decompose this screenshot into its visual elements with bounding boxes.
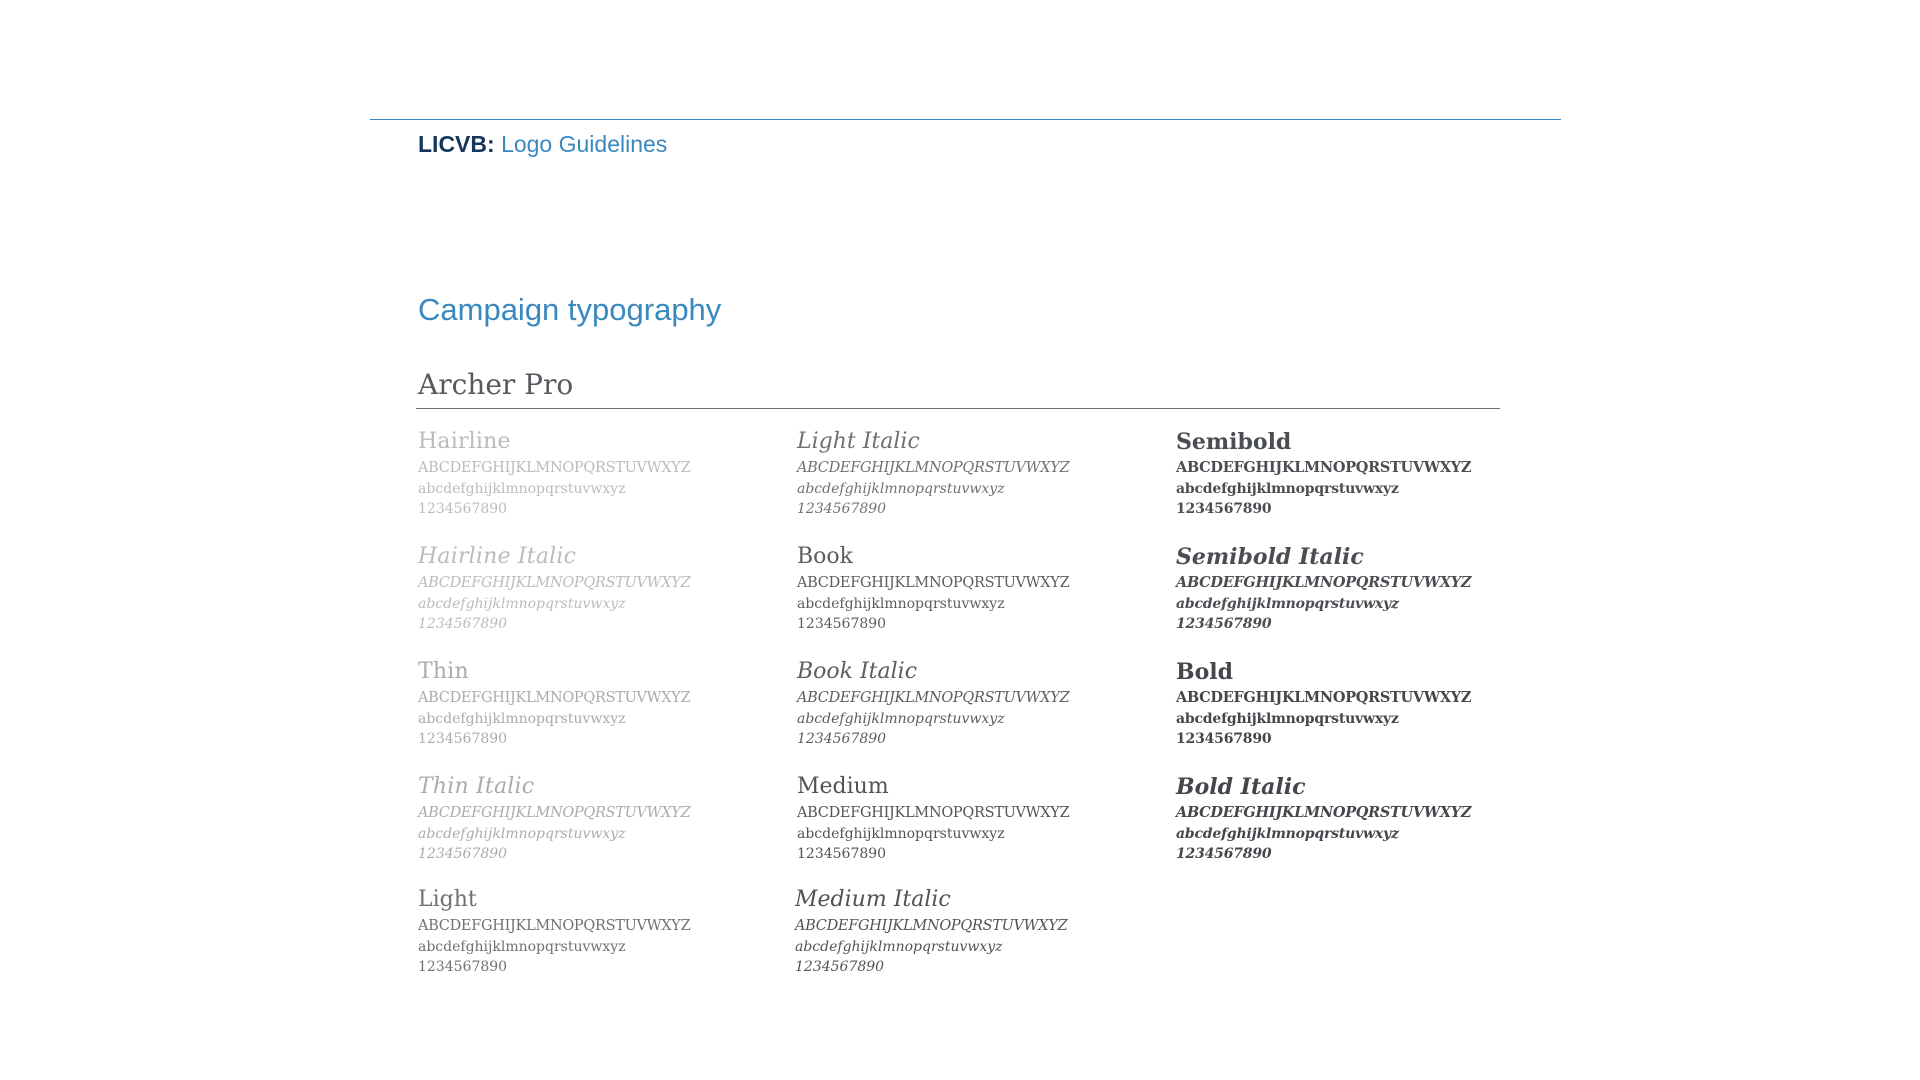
specimen-name: Semibold Italic <box>1176 544 1364 570</box>
specimen-digits: 1234567890 <box>1176 846 1272 862</box>
specimen-name: Thin <box>418 659 469 684</box>
specimen-uppercase: ABCDEFGHIJKLMNOPQRSTUVWXYZ <box>418 460 691 476</box>
specimen-uppercase: ABCDEFGHIJKLMNOPQRSTUVWXYZ <box>797 460 1070 476</box>
specimen-uppercase: ABCDEFGHIJKLMNOPQRSTUVWXYZ <box>418 805 691 821</box>
specimen-book <box>797 543 1127 635</box>
specimen-uppercase: ABCDEFGHIJKLMNOPQRSTUVWXYZ <box>1176 689 1472 706</box>
specimen-thin <box>418 658 748 750</box>
typeface-family-rule <box>416 408 1500 409</box>
typeface-family-name: Archer Pro <box>418 368 574 401</box>
specimen-digits: 1234567890 <box>797 846 887 862</box>
specimen-digits: 1234567890 <box>418 731 508 747</box>
specimen-lowercase: abcdefghijklmnopqrstuvwxyz <box>1176 710 1399 727</box>
specimen-bold <box>1176 658 1506 750</box>
specimen-name: Light <box>418 887 477 912</box>
specimen-digits: 1234567890 <box>418 616 508 632</box>
specimen-semibold-italic <box>1176 543 1506 635</box>
specimen-lowercase: abcdefghijklmnopqrstuvwxyz <box>1176 825 1399 842</box>
specimen-digits: 1234567890 <box>797 731 887 747</box>
specimen-hairline-italic <box>418 543 748 635</box>
specimen-book-italic <box>797 658 1127 750</box>
specimen-uppercase: ABCDEFGHIJKLMNOPQRSTUVWXYZ <box>797 575 1070 591</box>
page-subtitle: Logo Guidelines <box>501 131 668 157</box>
specimen-medium-italic <box>795 886 1125 978</box>
specimen-name: Bold Italic <box>1176 774 1306 800</box>
header-rule <box>370 119 1561 120</box>
specimen-digits: 1234567890 <box>1176 501 1272 517</box>
specimen-lowercase: abcdefghijklmnopqrstuvwxyz <box>797 710 1005 727</box>
specimen-digits: 1234567890 <box>795 959 885 975</box>
specimen-uppercase: ABCDEFGHIJKLMNOPQRSTUVWXYZ <box>418 575 691 591</box>
section-title: Campaign typography <box>418 292 722 327</box>
specimen-hairline <box>418 428 748 520</box>
specimen-digits: 1234567890 <box>797 616 887 632</box>
specimen-lowercase: abcdefghijklmnopqrstuvwxyz <box>795 938 1003 955</box>
specimen-name: Medium <box>797 774 889 799</box>
specimen-digits: 1234567890 <box>1176 616 1272 632</box>
specimen-digits: 1234567890 <box>418 501 508 517</box>
specimen-lowercase: abcdefghijklmnopqrstuvwxyz <box>797 595 1005 612</box>
brand-name: LICVB: <box>418 131 495 157</box>
specimen-uppercase: ABCDEFGHIJKLMNOPQRSTUVWXYZ <box>797 690 1070 706</box>
specimen-lowercase: abcdefghijklmnopqrstuvwxyz <box>797 480 1005 497</box>
specimen-name: Semibold <box>1176 429 1292 455</box>
specimen-light-italic <box>797 428 1127 520</box>
specimen-lowercase: abcdefghijklmnopqrstuvwxyz <box>797 825 1005 842</box>
specimen-lowercase: abcdefghijklmnopqrstuvwxyz <box>1176 480 1399 497</box>
specimen-name: Hairline Italic <box>418 544 577 569</box>
specimen-uppercase: ABCDEFGHIJKLMNOPQRSTUVWXYZ <box>1176 459 1472 476</box>
specimen-digits: 1234567890 <box>418 846 508 862</box>
specimen-light <box>418 886 748 978</box>
specimen-uppercase: ABCDEFGHIJKLMNOPQRSTUVWXYZ <box>1176 574 1472 591</box>
specimen-digits: 1234567890 <box>418 959 508 975</box>
specimen-name: Hairline <box>418 429 511 454</box>
specimen-name: Light Italic <box>797 429 920 454</box>
specimen-name: Thin Italic <box>418 774 535 799</box>
specimen-digits: 1234567890 <box>797 501 887 517</box>
specimen-lowercase: abcdefghijklmnopqrstuvwxyz <box>418 938 626 955</box>
specimen-uppercase: ABCDEFGHIJKLMNOPQRSTUVWXYZ <box>418 690 691 706</box>
specimen-uppercase: ABCDEFGHIJKLMNOPQRSTUVWXYZ <box>418 918 691 934</box>
specimen-lowercase: abcdefghijklmnopqrstuvwxyz <box>418 595 626 612</box>
specimen-uppercase: ABCDEFGHIJKLMNOPQRSTUVWXYZ <box>797 805 1070 821</box>
specimen-name: Book Italic <box>797 659 918 684</box>
specimen-name: Bold <box>1176 659 1234 685</box>
specimen-name: Medium Italic <box>795 887 951 912</box>
specimen-digits: 1234567890 <box>1176 731 1272 747</box>
specimen-uppercase: ABCDEFGHIJKLMNOPQRSTUVWXYZ <box>1176 804 1472 821</box>
specimen-lowercase: abcdefghijklmnopqrstuvwxyz <box>418 710 626 727</box>
specimen-bold-italic <box>1176 773 1506 865</box>
specimen-name: Book <box>797 544 853 569</box>
page-header <box>418 128 667 160</box>
specimen-uppercase: ABCDEFGHIJKLMNOPQRSTUVWXYZ <box>795 918 1068 934</box>
specimen-lowercase: abcdefghijklmnopqrstuvwxyz <box>418 480 626 497</box>
specimen-semibold <box>1176 428 1506 520</box>
specimen-lowercase: abcdefghijklmnopqrstuvwxyz <box>418 825 626 842</box>
specimen-lowercase: abcdefghijklmnopqrstuvwxyz <box>1176 595 1399 612</box>
specimen-medium <box>797 773 1127 865</box>
specimen-thin-italic <box>418 773 748 865</box>
